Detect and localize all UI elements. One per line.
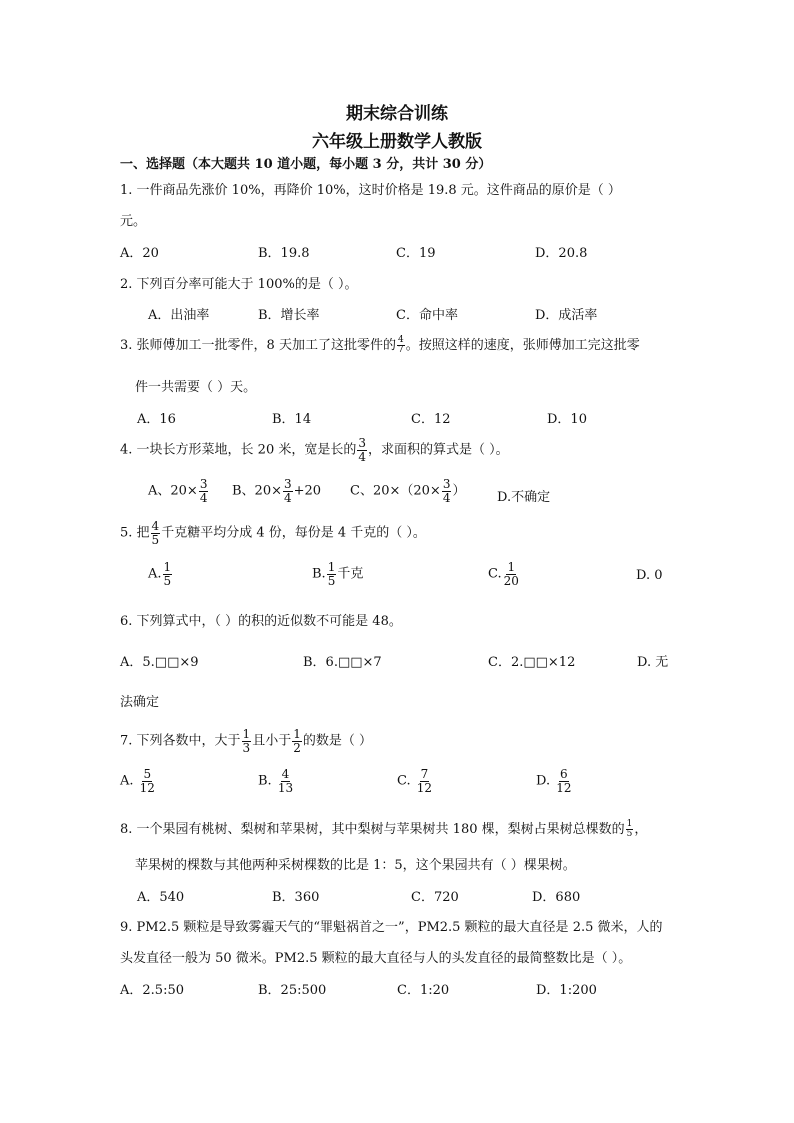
page-subtitle: 六年级上册数学人教版	[312, 132, 482, 152]
fraction: $\frac{4}{13}$	[277, 767, 294, 795]
q6-option-c: C．2.□□×12	[488, 655, 576, 670]
question-5-text: 5. 把 $\frac{4}{5}$ 千克糖平均分成 4 份，每份是 4 千克的（ ）。	[120, 519, 426, 547]
q4-option-a: A、20× $\frac{3}{4}$	[148, 477, 208, 505]
question-6-text-cont: 法确定	[120, 695, 160, 710]
fraction: $\frac{4}{5}$	[151, 519, 160, 547]
q2-option-c: C．命中率	[396, 308, 458, 323]
question-3-text-cont: 件一共需要（ ）天。	[135, 380, 257, 395]
question-1-text: 1. 一件商品先涨价 10%，再降价 10%，这时价格是 19.8 元。这件商品的原价是（ ）	[120, 183, 621, 198]
q8-option-b: B．360	[272, 890, 320, 905]
page-title: 期末综合训练	[346, 104, 448, 124]
fraction: $\frac{1}{5}$	[626, 818, 633, 839]
q6-option-d: D. 无	[637, 655, 669, 670]
question-9-text-cont: 头发直径一般为 50 微米。PM2.5 颗粒的最大直径与人的头发直径的最简整数比是（ ）。	[120, 951, 632, 966]
q2-option-b: B．增长率	[258, 308, 320, 323]
q7-option-a: A. $\frac{5}{12}$	[120, 767, 155, 795]
q5-option-b: B. $\frac{1}{5}$ 千克	[312, 560, 364, 588]
q3-option-b: B．14	[272, 412, 312, 427]
question-4-text: 4. 一块长方形菜地，长 20 米，宽是长的 $\frac{3}{4}$ ，求面积的算式是（ ）。	[120, 436, 509, 464]
question-3-text: 3. 张师傅加工一批零件，8 天加工了这批零件的 $\frac{4}{7}$ 。按照这样的速度，张师傅加工完这批零	[120, 334, 640, 355]
q9-option-d: D．1:200	[536, 983, 597, 998]
fraction: $\frac{3}{4}$	[284, 477, 292, 505]
fraction: $\frac{1}{5}$	[163, 560, 172, 588]
q3-option-c: C．12	[411, 412, 451, 427]
q2-option-a: A．出油率	[148, 308, 210, 323]
fraction: $\frac{3}{4}$	[442, 477, 451, 505]
q1-option-d: D．20.8	[535, 246, 588, 261]
question-1-text-cont: 元。	[120, 214, 147, 229]
q1-option-c: C．19	[396, 246, 436, 261]
question-8-text: 8. 一个果园有桃树、梨树和苹果树，其中梨树与苹果树共 180 棵，梨树占果树总棵数的 $\frac{1}{5}$ ，	[120, 818, 648, 839]
q4-option-d: D.不确定	[497, 490, 551, 505]
fraction: $\frac{1}{3}$	[242, 727, 251, 755]
q7-option-b: B. $\frac{4}{13}$	[258, 767, 294, 795]
fraction: $\frac{3}{4}$	[199, 477, 208, 505]
q5-option-c: C. $\frac{1}{20}$	[488, 560, 519, 588]
q4-option-b: B、20× $\frac{3}{4}$ +20	[232, 477, 322, 505]
fraction: $\frac{4}{7}$	[397, 334, 404, 355]
fraction: $\frac{1}{20}$	[503, 560, 519, 588]
q5-option-a: A. $\frac{1}{5}$	[148, 560, 172, 588]
q9-option-b: B．25:500	[258, 983, 327, 998]
q9-option-a: A．2.5:50	[120, 983, 184, 998]
q4-option-c: C、20×（20× $\frac{3}{4}$ ）	[350, 477, 466, 505]
fraction: $\frac{1}{2}$	[293, 727, 301, 755]
q6-option-b: B．6.□□×7	[303, 655, 382, 670]
q6-option-a: A．5.□□×9	[120, 655, 199, 670]
fraction: $\frac{7}{12}$	[416, 767, 433, 795]
fraction: $\frac{3}{4}$	[358, 436, 366, 464]
q8-option-d: D．680	[532, 890, 581, 905]
q8-option-c: C．720	[411, 890, 459, 905]
section-heading: 一、选择题（本大题共 10 道小题，每小题 3 分，共计 30 分）	[120, 157, 492, 172]
q3-option-d: D．10	[547, 412, 587, 427]
fraction: $\frac{5}{12}$	[139, 767, 155, 795]
question-6-text: 6. 下列算式中，（ ）的积的近似数不可能是 48。	[120, 614, 402, 629]
question-9-text: 9. PM2.5 颗粒是导致雾霾天气的“罪魁祸首之一”，PM2.5 颗粒的最大直径是 2.5 微米，人的	[120, 920, 663, 935]
q3-option-a: A．16	[137, 412, 176, 427]
fraction: $\frac{6}{12}$	[556, 767, 572, 795]
q2-option-d: D．成活率	[535, 308, 598, 323]
q7-option-d: D. $\frac{6}{12}$	[536, 767, 572, 795]
fraction: $\frac{1}{5}$	[327, 560, 336, 588]
q1-option-a: A．20	[120, 246, 159, 261]
q7-option-c: C. $\frac{7}{12}$	[397, 767, 433, 795]
q5-option-d: D. 0	[636, 568, 663, 583]
question-8-text-cont: 苹果树的棵数与其他两种采树棵数的比是 1：5，这个果园共有（ ）棵果树。	[135, 858, 576, 873]
question-7-text: 7. 下列各数中，大于 $\frac{1}{3}$ 且小于 $\frac{1}{2}$ 的数是（ ）	[120, 727, 372, 755]
q1-option-b: B．19.8	[258, 246, 310, 261]
q9-option-c: C．1:20	[397, 983, 450, 998]
question-2-text: 2. 下列百分率可能大于 100%的是（ ）。	[120, 277, 358, 292]
q8-option-a: A．540	[137, 890, 185, 905]
